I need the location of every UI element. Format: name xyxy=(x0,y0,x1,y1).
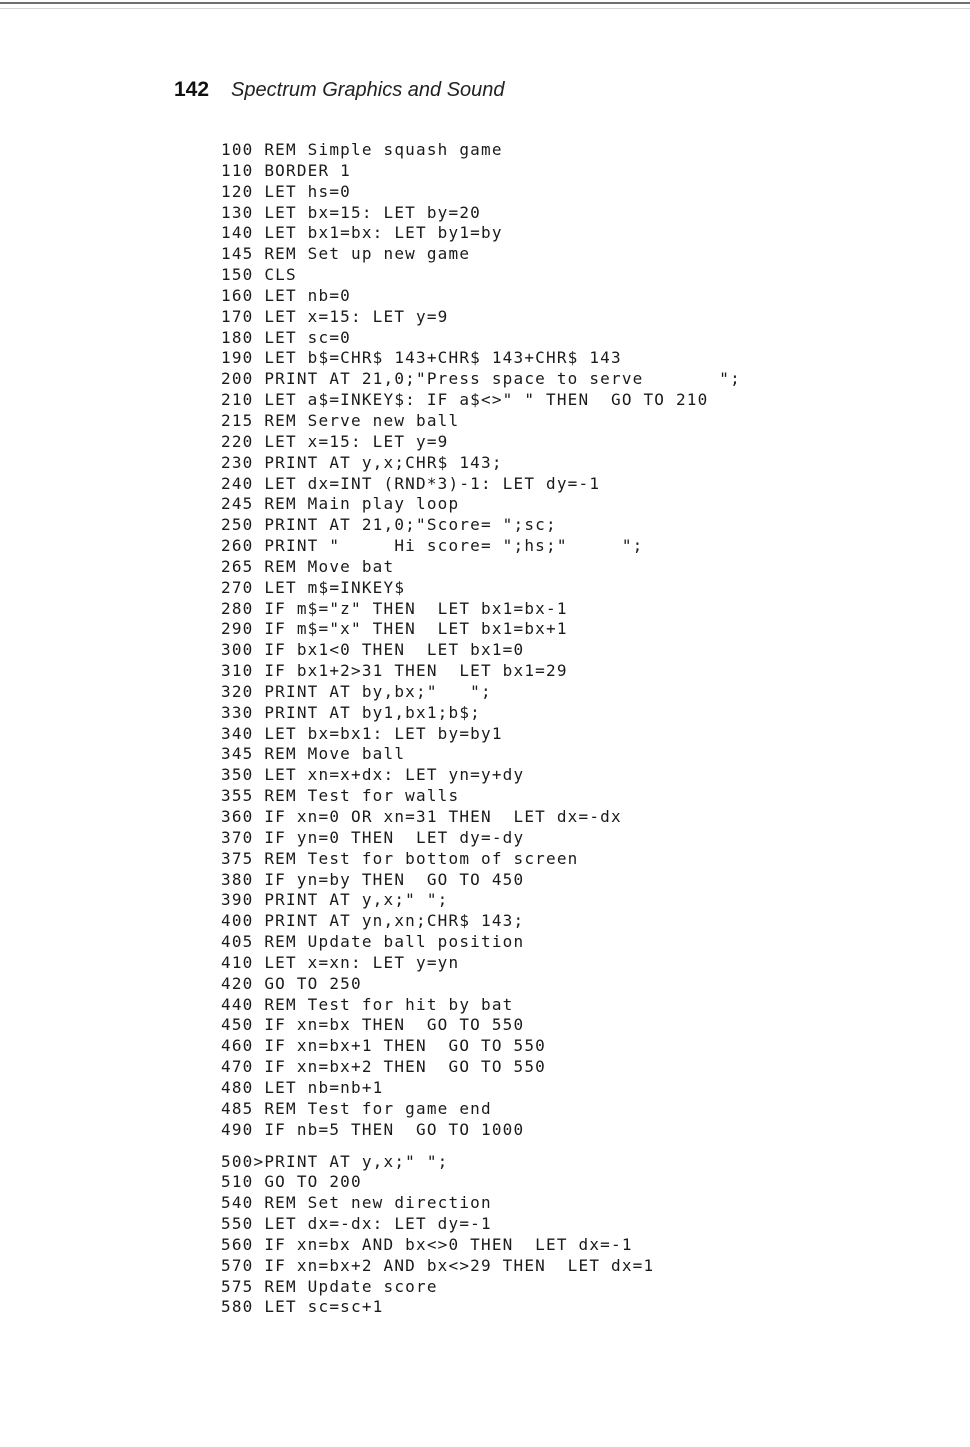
code-line: 110 BORDER 1 xyxy=(221,160,351,180)
code-line: 580 LET sc=sc+1 xyxy=(221,1297,384,1317)
code-line: 100 REM Simple squash game xyxy=(221,140,503,159)
code-line: 310 IF bx1+2>31 THEN LET bx1=29 xyxy=(221,661,568,681)
code-line: 150 CLS xyxy=(221,265,297,285)
code-line: 460 IF xn=bx+1 THEN GO TO 550 xyxy=(221,1036,546,1056)
listing-block-2 xyxy=(221,1152,741,1319)
code-line: 560 IF xn=bx AND bx<>0 THEN LET dx=-1 xyxy=(221,1234,633,1254)
code-line: 190 LET b$=CHR$ 143+CHR$ 143+CHR$ 143 xyxy=(221,348,622,368)
code-line: 290 IF m$="x" THEN LET bx1=bx+1 xyxy=(221,619,568,639)
code-line: 375 REM Test for bottom of screen xyxy=(221,848,579,868)
code-line: 250 PRINT AT 21,0;"Score= ";sc; xyxy=(221,515,557,535)
code-line: 575 REM Update score xyxy=(221,1276,438,1296)
code-line: 570 IF xn=bx+2 AND bx<>29 THEN LET dx=1 xyxy=(221,1255,655,1275)
code-line: 440 REM Test for hit by bat xyxy=(221,994,514,1014)
code-line: 260 PRINT " Hi score= ";hs;" "; xyxy=(221,536,644,556)
code-line: 510 GO TO 200 xyxy=(221,1172,362,1192)
code-line: 380 IF yn=by THEN GO TO 450 xyxy=(221,869,525,889)
code-line: 490 IF nb=5 THEN GO TO 1000 xyxy=(221,1119,525,1139)
book-title: Spectrum Graphics and Sound xyxy=(231,79,505,101)
code-line: 350 LET xn=x+dx: LET yn=y+dy xyxy=(221,765,525,785)
code-line: 330 PRINT AT by1,bx1;b$; xyxy=(221,702,481,722)
code-line: 485 REM Test for game end xyxy=(221,1098,492,1118)
code-line: 215 REM Serve new ball xyxy=(221,410,460,430)
code-line: 120 LET hs=0 xyxy=(221,181,351,201)
code-line: 130 LET bx=15: LET by=20 xyxy=(221,202,481,222)
code-line: 230 PRINT AT y,x;CHR$ 143; xyxy=(221,452,503,472)
code-line: 180 LET sc=0 xyxy=(221,327,351,347)
code-line: 160 LET nb=0 xyxy=(221,285,351,305)
code-line: 355 REM Test for walls xyxy=(221,786,460,806)
top-rule xyxy=(0,2,970,4)
code-line: 240 LET dx=INT (RND*3)-1: LET dy=-1 xyxy=(221,473,601,493)
code-line: 170 LET x=15: LET y=9 xyxy=(221,306,449,326)
code-line: 550 LET dx=-dx: LET dy=-1 xyxy=(221,1214,492,1234)
code-line: 480 LET nb=nb+1 xyxy=(221,1077,384,1097)
code-line: 270 LET m$=INKEY$ xyxy=(221,577,406,597)
code-line: 300 IF bx1<0 THEN LET bx1=0 xyxy=(221,640,525,660)
page-number: 142 xyxy=(174,78,210,101)
code-line: 500>PRINT AT y,x;" "; xyxy=(221,1151,449,1171)
code-line: 360 IF xn=0 OR xn=31 THEN LET dx=-dx xyxy=(221,807,622,826)
code-line: 340 LET bx=bx1: LET by=by1 xyxy=(221,723,503,743)
code-line: 345 REM Move ball xyxy=(221,744,406,764)
code-line: 280 IF m$="z" THEN LET bx1=bx-1 xyxy=(221,598,568,618)
code-line: 470 IF xn=bx+2 THEN GO TO 550 xyxy=(221,1057,546,1077)
code-line: 320 PRINT AT by,bx;" "; xyxy=(221,681,492,701)
code-line: 390 PRINT AT y,x;" "; xyxy=(221,890,449,910)
code-line: 145 REM Set up new game xyxy=(221,244,471,264)
code-line: 400 PRINT AT yn,xn;CHR$ 143; xyxy=(221,911,525,931)
program-listing xyxy=(221,140,741,1318)
code-line: 140 LET bx1=bx: LET by1=by xyxy=(221,223,503,243)
code-line: 370 IF yn=0 THEN LET dy=-dy xyxy=(221,827,525,847)
code-line: 410 LET x=xn: LET y=yn xyxy=(221,952,460,972)
code-line: 450 IF xn=bx THEN GO TO 550 xyxy=(221,1015,525,1035)
listing-gap xyxy=(221,1141,741,1152)
code-line: 265 REM Move bat xyxy=(221,556,395,576)
code-line: 420 GO TO 250 xyxy=(221,973,362,993)
code-line: 245 REM Main play loop xyxy=(221,494,460,514)
code-line: 405 REM Update ball position xyxy=(221,932,525,952)
top-rule-shadow xyxy=(0,8,970,9)
code-line: 220 LET x=15: LET y=9 xyxy=(221,431,449,451)
code-line: 210 LET a$=INKEY$: IF a$<>" " THEN GO TO 210 xyxy=(221,390,709,410)
code-line: 200 PRINT AT 21,0;"Press space to serve "; xyxy=(221,369,741,389)
page-header xyxy=(174,78,505,110)
listing-block-1 xyxy=(221,140,741,1141)
code-line: 540 REM Set new direction xyxy=(221,1193,492,1213)
